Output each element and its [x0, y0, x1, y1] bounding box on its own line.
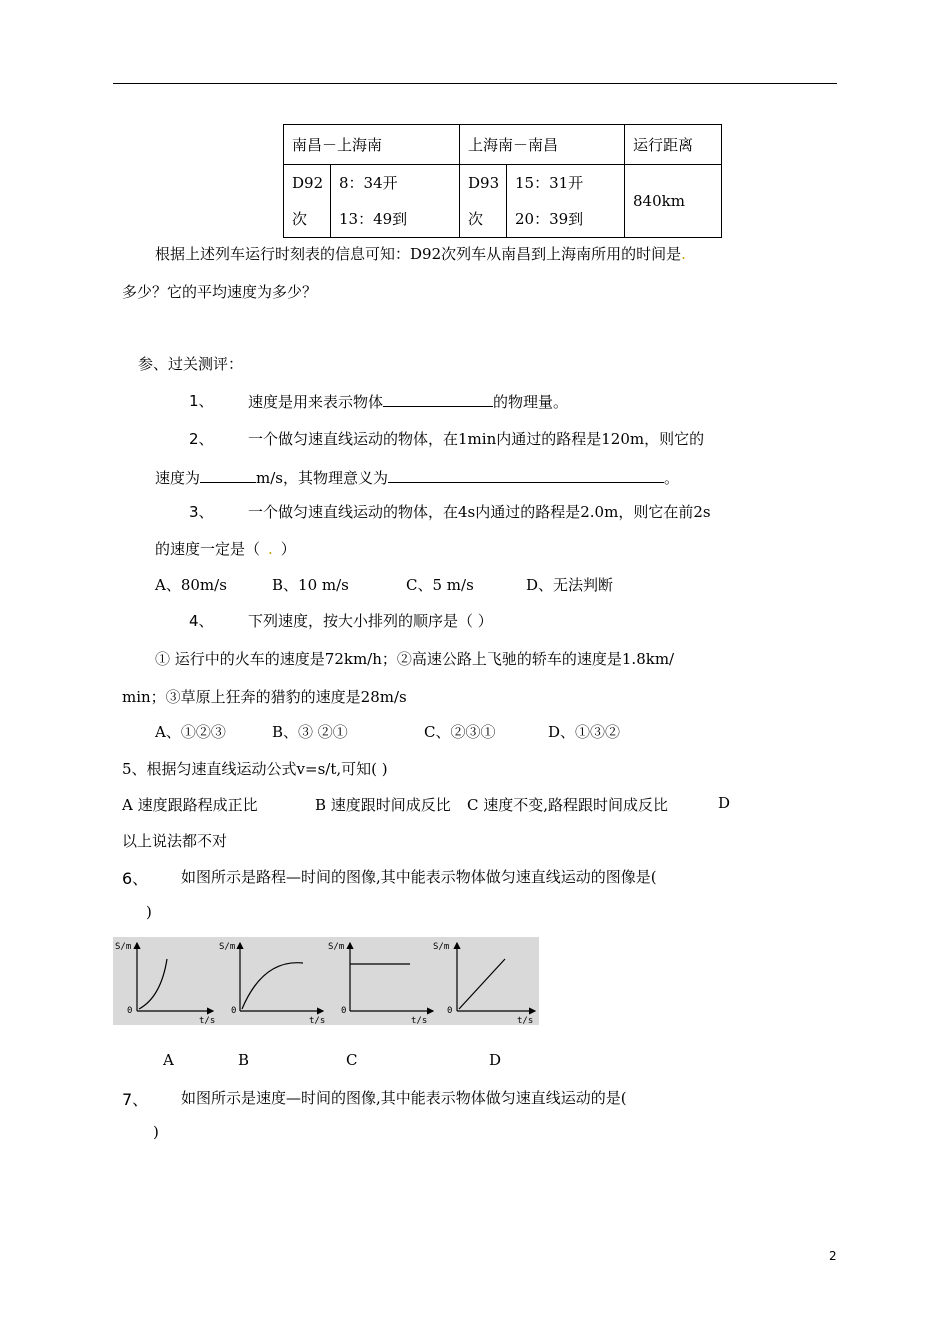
graph-a-x-label: t/s [199, 1016, 216, 1025]
page-number: 2 [829, 1249, 837, 1263]
timetable-train-d92 [284, 165, 331, 238]
q6-choice-a[interactable]: A [163, 1051, 174, 1069]
q7-number: 7、 [122, 1090, 149, 1109]
q2-pre: 速度为 [155, 469, 201, 487]
graph-b-y-label: S/m [219, 942, 236, 952]
graph-c-x-label: t/s [411, 1016, 428, 1025]
graph-d-y-label: S/m [433, 942, 450, 952]
graph-b-curve [242, 963, 303, 1009]
distance-time-graphs [113, 937, 539, 1025]
q5-option-c[interactable]: C 速度不变,路程跟时间成反比 [467, 796, 669, 814]
section-title: 参、过关测评： [138, 355, 244, 373]
q4-option-a[interactable]: A、①②③ [155, 723, 226, 741]
graph-d-line [459, 959, 505, 1009]
d93-code: D93 [468, 174, 500, 192]
d92-suffix: 次 [292, 210, 308, 228]
q4-option-d[interactable]: D、①③② [548, 723, 621, 741]
q5-line1: 5、根据匀速直线运动公式v=s/t,可知( ) [122, 760, 388, 778]
question-intro-line1 [155, 243, 686, 264]
q3-line2-open: 的速度一定是（ [155, 540, 261, 558]
d92-departure: 8：34开 [339, 174, 398, 192]
q4-option-b[interactable]: B、③ ②① [272, 723, 348, 741]
graph-c[interactable] [328, 942, 433, 1025]
timetable-head-distance: 运行距离 [625, 125, 722, 165]
q5-option-b[interactable]: B 速度跟时间成反比 [315, 796, 451, 814]
timetable-train-d93 [460, 165, 507, 238]
q1-number: 1、 [189, 392, 214, 410]
q4-line1: 下列速度，按大小排列的顺序是（ ） [248, 612, 493, 630]
q6-number: 6、 [122, 869, 149, 888]
q4-option-c[interactable]: C、②③① [424, 723, 496, 741]
q3-option-a[interactable]: A、80m/s [155, 576, 227, 594]
q2-mid: m/s，其物理意义为 [256, 469, 388, 487]
q3-option-c[interactable]: C、5 m/s [406, 576, 474, 594]
question-intro-line2: 多少？它的平均速度为多少？ [122, 283, 318, 301]
q2-number: 2、 [189, 430, 214, 448]
timetable-d92-times [331, 165, 460, 238]
graph-d-x-label: t/s [517, 1016, 534, 1025]
q5-option-a[interactable]: A 速度跟路程成正比 [122, 796, 258, 814]
d93-suffix: 次 [468, 210, 484, 228]
timetable-distance: 840km [625, 165, 722, 238]
train-timetable [283, 124, 722, 238]
mark-dot: . [681, 245, 686, 263]
q6-line1: 如图所示是路程—时间的图像,其中能表示物体做匀速直线运动的图像是( [181, 868, 657, 886]
q2-blank-meaning[interactable] [388, 466, 664, 483]
q1-text [248, 390, 568, 412]
q3-line2-close: ） [280, 540, 296, 558]
timetable-head-shanghai-nanchang: 上海南－南昌 [460, 125, 625, 165]
graph-d-origin: 0 [447, 1006, 453, 1016]
question-intro-text: 根据上述列车运行时刻表的信息可知：D92次列车从南昌到上海南所用的时间是 [155, 245, 682, 263]
q5-option-d-text: 以上说法都不对 [122, 832, 228, 850]
graph-c-origin: 0 [341, 1006, 347, 1016]
q1-post: 的物理量。 [493, 393, 569, 411]
graph-d[interactable] [433, 942, 535, 1025]
q3-number: 3、 [189, 503, 214, 521]
q4-line2: ① 运行中的火车的速度是72km/h；②高速公路上飞驰的轿车的速度是1.8km/ [155, 650, 675, 668]
graph-b[interactable] [219, 942, 325, 1025]
graph-a-curve [139, 959, 167, 1009]
q6-choice-c[interactable]: C [346, 1051, 358, 1069]
q1-blank[interactable] [383, 390, 493, 407]
q4-line3: min；③草原上狂奔的猎豹的速度是28m/s [122, 688, 407, 706]
mark-dot: . [268, 540, 273, 558]
q6-choice-d[interactable]: D [489, 1051, 502, 1069]
timetable-head-nanchang-shanghai: 南昌－上海南 [284, 125, 460, 165]
q6-choice-b[interactable]: B [238, 1051, 250, 1069]
q2-post: 。 [664, 469, 680, 487]
q2-line1: 一个做匀速直线运动的物体，在1min内通过的路程是120m，则它的 [248, 430, 705, 448]
q2-blank-speed[interactable] [200, 466, 256, 483]
graph-a-y-label: S/m [115, 942, 132, 952]
q2-line2 [155, 466, 679, 488]
graph-a[interactable] [115, 942, 215, 1025]
graph-c-y-label: S/m [328, 942, 345, 952]
q3-line1: 一个做匀速直线运动的物体，在4s内通过的路程是2.0m，则它在前2s [248, 503, 711, 521]
graph-a-origin: 0 [127, 1006, 133, 1016]
q6-line2: ) [146, 903, 152, 921]
q3-option-b[interactable]: B、10 m/s [272, 576, 349, 594]
q3-line2 [155, 538, 296, 559]
q7-line1: 如图所示是速度—时间的图像,其中能表示物体做匀速直线运动的是( [181, 1089, 627, 1107]
timetable-d93-times [507, 165, 625, 238]
d93-arrival: 20：39到 [515, 210, 584, 228]
d92-code: D92 [292, 174, 324, 192]
d93-departure: 15：31开 [515, 174, 584, 192]
graph-b-origin: 0 [231, 1006, 237, 1016]
graph-b-x-label: t/s [309, 1016, 326, 1025]
q1-pre: 速度是用来表示物体 [248, 393, 384, 411]
q5-option-d[interactable]: D [718, 794, 731, 812]
header-rule [113, 83, 837, 84]
q4-number: 4、 [189, 612, 214, 630]
q7-line2: ) [153, 1123, 159, 1141]
q3-option-d[interactable]: D、无法判断 [526, 576, 614, 594]
d92-arrival: 13：49到 [339, 210, 408, 228]
